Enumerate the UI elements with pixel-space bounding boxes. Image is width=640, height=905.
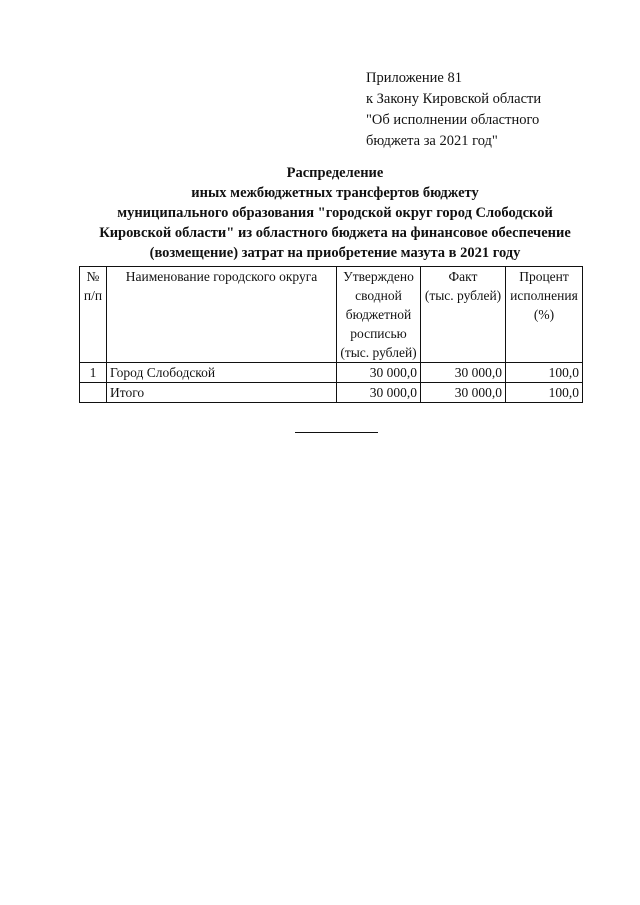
header-plan-line: бюджетной xyxy=(345,307,412,322)
header-fact-line: Факт xyxy=(448,269,478,284)
header-num-line: п/п xyxy=(83,288,103,303)
appendix-line: Приложение 81 xyxy=(366,70,462,86)
table-row xyxy=(80,363,583,383)
header-pct-line: (%) xyxy=(533,307,555,322)
closing-divider xyxy=(295,432,378,433)
total-pct: 100,0 xyxy=(506,383,583,403)
header-plan-line: Утверждено xyxy=(343,269,414,284)
table-header-row xyxy=(80,267,583,363)
document-title xyxy=(60,163,610,263)
row-fact: 30 000,0 xyxy=(421,363,506,383)
header-fact xyxy=(421,267,506,363)
title-line: муниципального образования "городской округ город Слободской xyxy=(117,205,553,221)
total-num xyxy=(80,383,107,403)
header-plan-line: сводной xyxy=(355,288,402,303)
title-line: Распределение xyxy=(286,165,384,181)
header-num xyxy=(80,267,107,363)
appendix-reference xyxy=(366,68,606,152)
row-name: Город Слободской xyxy=(107,363,337,383)
total-plan: 30 000,0 xyxy=(337,383,421,403)
row-plan: 30 000,0 xyxy=(337,363,421,383)
appendix-line: бюджета за 2021 год" xyxy=(366,133,498,149)
table-total-row xyxy=(80,383,583,403)
title-line: иных межбюджетных трансфертов бюджету xyxy=(191,185,479,201)
header-fact-line: (тыс. рублей) xyxy=(424,288,502,303)
appendix-line: к Закону Кировской области xyxy=(366,91,542,107)
total-name: Итого xyxy=(107,383,337,403)
transfers-table xyxy=(79,266,583,403)
title-line: (возмещение) затрат на приобретение мазута в 2021 году xyxy=(149,245,521,261)
row-pct: 100,0 xyxy=(506,363,583,383)
header-num-line: № xyxy=(86,269,100,284)
row-num: 1 xyxy=(80,363,107,383)
header-pct-line: исполнения xyxy=(510,288,578,303)
header-name xyxy=(107,267,337,363)
header-plan-line: росписью xyxy=(350,326,407,341)
appendix-line: "Об исполнении областного xyxy=(366,112,540,128)
header-plan-line: (тыс. рублей) xyxy=(340,345,417,360)
header-plan xyxy=(337,267,421,363)
total-fact: 30 000,0 xyxy=(421,383,506,403)
header-pct xyxy=(506,267,583,363)
title-line: Кировской области" из областного бюджета на финансовое обеспечение xyxy=(99,225,571,241)
header-pct-line: Процент xyxy=(519,269,569,284)
header-name-text: Наименование городского округа xyxy=(125,269,318,284)
